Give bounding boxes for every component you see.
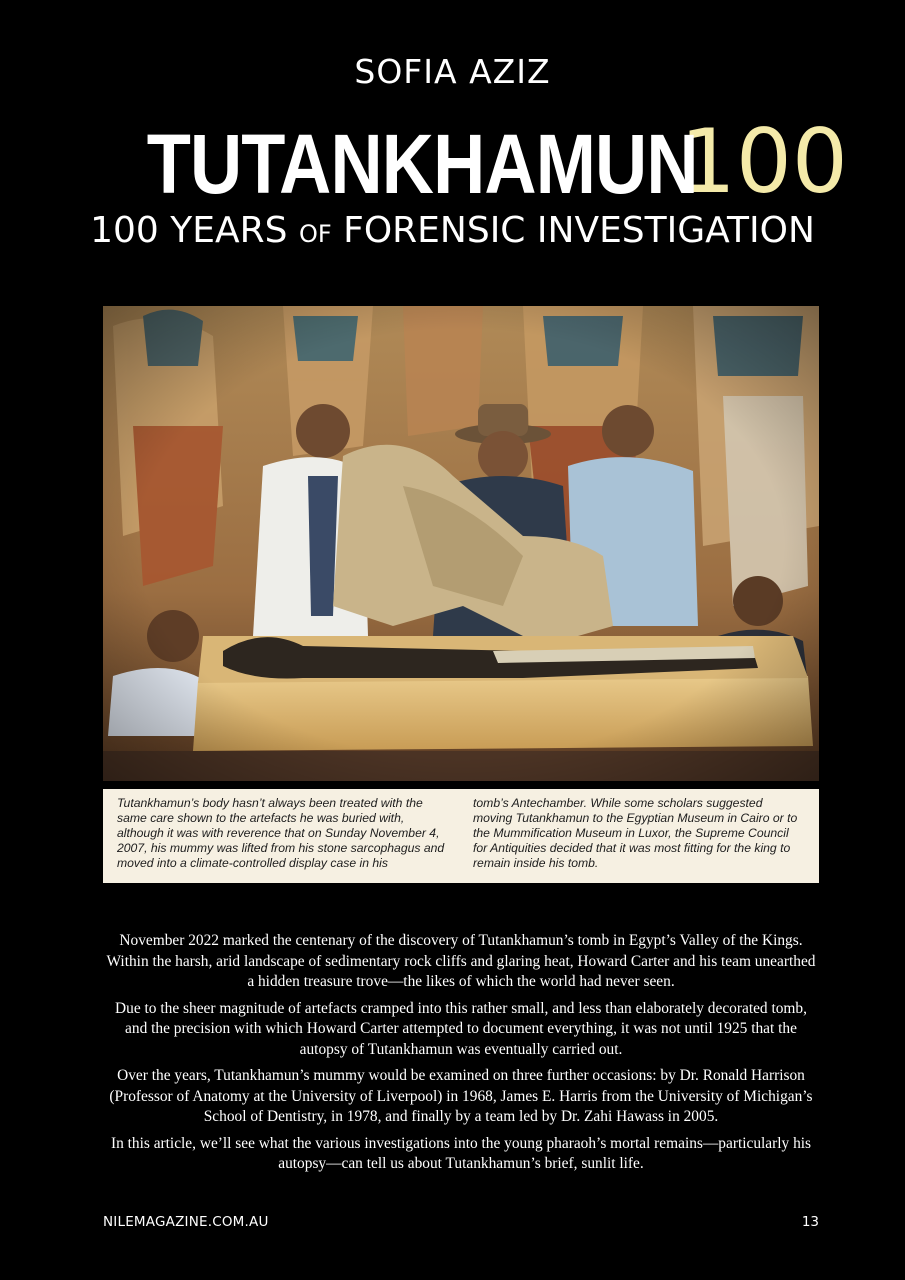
body-paragraph-2: Due to the sheer magnitude of artefacts cramped into this rather small, and less than elaborately decorated tomb, and the precision with which Howard Carter attempted to document everything, it was not until 1925 that the autopsy of Tutankhamun was eventually carried out.	[115, 999, 807, 1058]
page-number: 13	[801, 1214, 819, 1230]
author-name: SOFIA AZIZ	[354, 52, 551, 91]
subtitle-of: OF	[298, 220, 332, 248]
body-paragraph-3: Over the years, Tutankhamun’s mummy would be examined on three further occasions: by Dr. Ronald Harrison (Professor of Anatomy at the University of Liverpool) in 1968, James E. Harris from the University of Michigan’s School of Dentistry, in 1978, and finally by a team led by Dr. Zahi Hawass in 2005.	[109, 1067, 813, 1125]
article-body	[103, 931, 819, 1181]
body-paragraph-4: In this article, we’ll see what the various investigations into the young pharaoh’s mortal remains—particularly his autopsy—can tell us about Tutankhamun’s brief, sunlit life.	[110, 1134, 812, 1172]
photo-caption	[103, 789, 819, 883]
title-number: 100	[679, 110, 848, 213]
tomb-photo-illustration	[103, 306, 819, 781]
title-main: TUTANKHAMUN	[146, 117, 698, 211]
subtitle-part2: FORENSIC INVESTIGATION	[343, 210, 815, 251]
footer-site-link[interactable]: NILEMAGAZINE.COM.AU	[103, 1214, 269, 1230]
body-paragraph-1: November 2022 marked the centenary of the discovery of Tutankhamun’s tomb in Egypt’s Valley of the Kings. Within the harsh, arid landscape of sedimentary rock cliffs and glaring heat, Howard Carter and his team unearthed a hidden treasure trove—the likes of which the world had never seen.	[106, 932, 816, 990]
page-title	[0, 110, 905, 213]
tomb-photo	[103, 306, 819, 781]
caption-column-1: Tutankhamun’s body hasn’t always been treated with the same care shown to the artefacts he was buried with, although it was with reverence that on Sunday November 4, 2007, his mummy was lifted from his stone sarcophagus and moved into a climate-controlled display case in his	[117, 796, 445, 870]
caption-column-2: tomb’s Antechamber. While some scholars suggested moving Tutankhamun to the Egyptian Museum in Cairo or to the Mummification Museum in Luxor, the Supreme Council for Antiquities decided that it was most fitting for the king to remain inside his tomb.	[473, 796, 798, 870]
subtitle-part1: 100 YEARS	[90, 210, 288, 251]
page-subtitle	[0, 210, 905, 251]
